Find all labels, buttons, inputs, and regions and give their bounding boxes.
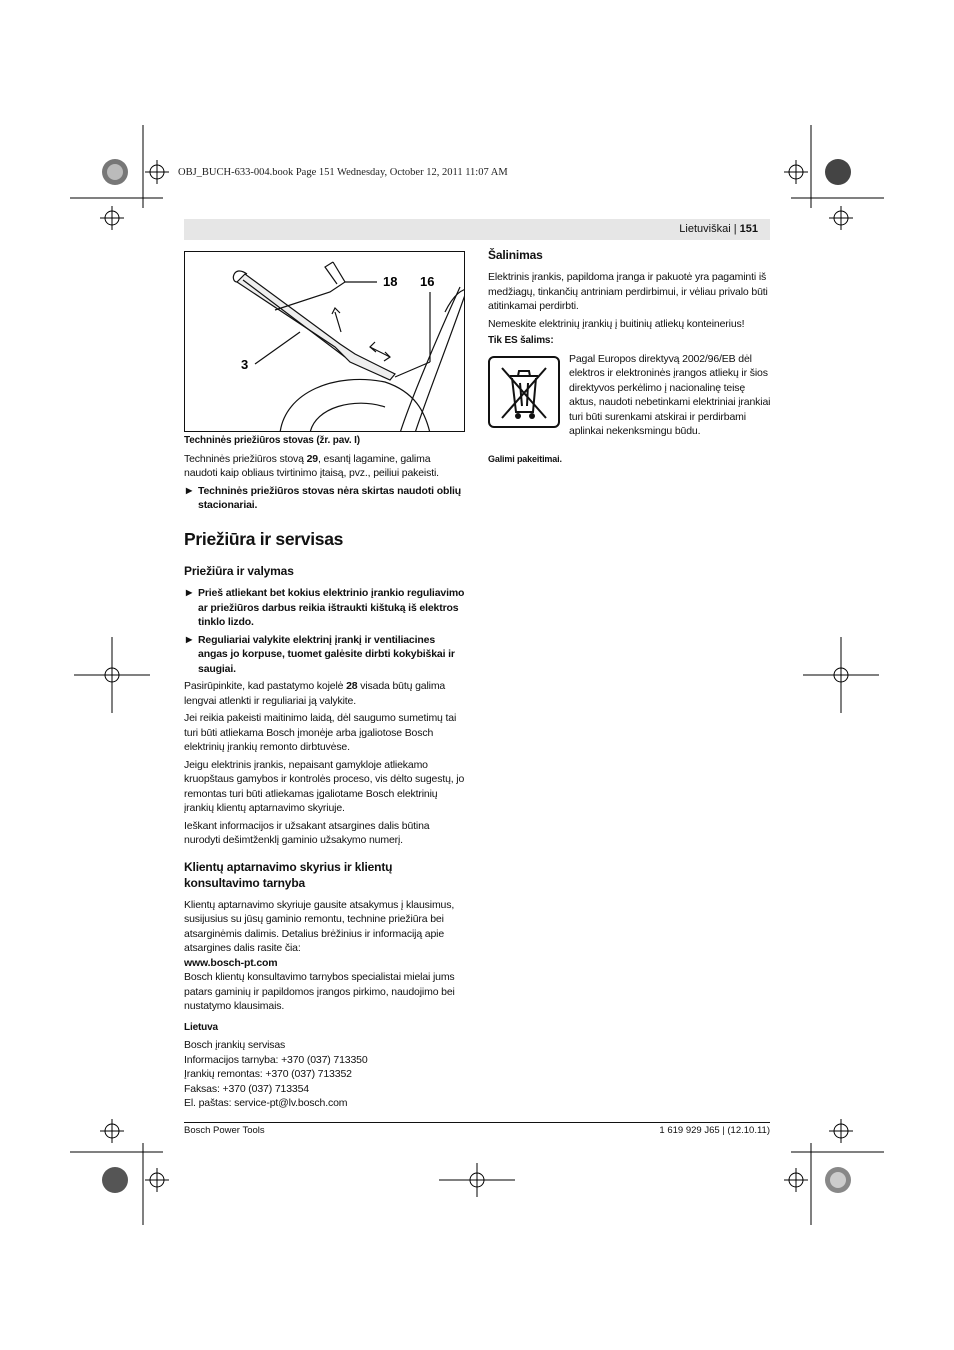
arrow-icon: ▶	[186, 588, 193, 597]
changes-note: Galimi pakeitimai.	[488, 453, 562, 464]
warning-bullet	[184, 633, 466, 677]
section-heading: Priežiūra ir servisas	[184, 528, 344, 549]
callout-3: 3	[241, 357, 249, 372]
footer-brand: Bosch Power Tools	[184, 1125, 265, 1136]
text-run: Techninės priežiūros stovą	[184, 452, 307, 465]
warning-bullet	[184, 586, 466, 630]
warning-bullet	[184, 484, 466, 513]
subsection-heading: Šalinimas	[488, 248, 543, 262]
paragraph	[184, 452, 466, 481]
bullet-text: Prieš atliekant bet kokius elektrinio įrankio reguliavimo ar priežiūros darbus reikia ištraukti kištuką iš elektros tinklo lizdo.	[198, 587, 465, 628]
contact-line[interactable]: El. paštas: service-pt@lv.bosch.com	[184, 1097, 348, 1109]
planer-stand-illustration	[185, 252, 465, 432]
paragraph: Bosch klientų konsultavimo tarnybos specialistai mielai jums patars gaminių ir papildomos įrangos pirkimo, naudojimo bei nustatymo klausimais.	[184, 971, 455, 1012]
maintenance-stand-figure	[184, 251, 465, 432]
arrow-icon: ▶	[186, 634, 193, 644]
paragraph: Elektrinis įrankis, papildoma įranga ir pakuotė yra pagaminti iš medžiagų, tinkančių antriniam perdirbimui, ir vėliau privalo būti atitinkamai perdirbti.	[488, 271, 768, 312]
bullet-text: Techninės priežiūros stovas nėra skirtas naudoti oblių stacionariai.	[198, 484, 462, 511]
page-number: 151	[739, 223, 758, 235]
ref-number: 28	[346, 680, 358, 692]
paragraph	[184, 679, 466, 708]
website-link[interactable]: www.bosch-pt.com	[184, 956, 278, 969]
paragraph: Klientų aptarnavimo skyriuje gausite atsakymus į klausimus, susijusius su jūsų gaminio remontu, technine priežiūra bei atsarginėmis dalimis. Detalius brėžinius ir informaciją apie atsargines dalis rasite čia:	[184, 898, 455, 954]
paragraph: Jei reikia pakeisti maitinimo laidą, dėl saugumo sumetimų tai turi būti atliekama Bosch įmonėje arba įgaliotose Bosch elektrinių įrankių remonto dirbtuvėse.	[184, 712, 457, 753]
figure-caption: Techninės priežiūros stovas (žr. pav. I)	[184, 435, 360, 446]
footer-rule	[184, 1122, 770, 1123]
page-header	[679, 223, 758, 235]
left-column	[184, 434, 466, 1111]
callout-18: 18	[383, 274, 398, 289]
paragraph: Jeigu elektrinis įrankis, nepaisant gamykloje atliekamo kruopštaus gamybos ir kontrolės proceso, vis dėlto sugestų, jo remontas turi būti atliekamas įgaliotame Bosch elektrinių įrankių klientų aptarnavimo skyriuje.	[184, 758, 465, 814]
weee-paragraph: Pagal Europos direktyvą 2002/96/EB dėl elektros ir elektroninės įrangos atliekų ir šios direktyvos perkėlimo į nacionalinę teisę aktus, naudoti nebetinkami elektriniai įrankiai turi būti surenkami atskirai ir perdirbami aplinkai nekenksmingu būdu.	[569, 352, 771, 437]
contact-block	[184, 1038, 466, 1111]
contact-line: Bosch įrankių servisas	[184, 1039, 286, 1051]
country-heading: Lietuva	[184, 1021, 218, 1033]
contact-line: Faksas: +370 (037) 713354	[184, 1082, 309, 1095]
contact-line: Įrankių remontas: +370 (037) 713352	[184, 1068, 352, 1080]
contact-line: Informacijos tarnyba: +370 (037) 713350	[184, 1053, 368, 1066]
text-run: visada būtų galima lengvai atlenkti ir reguliariai ją valykite.	[184, 680, 446, 707]
bullet-text: Reguliariai valykite elektrinį įrankį ir ventiliacines angas jo korpuse, tuomet galėsite dirbti kokybiškai ir saugiai.	[198, 633, 455, 675]
text-run: , esantį lagamine, galima naudoti kaip obliaus tvirtinimo įtaisą, pvz., peiliui pakeisti.	[184, 452, 439, 479]
arrow-icon: ▶	[186, 485, 193, 495]
paragraph: Nemeskite elektrinių įrankių į buitinių atliekų konteinerius!	[488, 317, 745, 330]
subsection-heading: Priežiūra ir valymas	[184, 564, 294, 578]
ref-number: 29	[306, 452, 318, 465]
subsection-heading: Klientų aptarnavimo skyrius ir klientų konsultavimo tarnyba	[184, 859, 393, 890]
header-language: Lietuviškai	[679, 223, 731, 235]
print-slug: OBJ_BUCH-633-004.book Page 151 Wednesday, October 12, 2011 11:07 AM	[178, 167, 508, 178]
weee-block	[488, 352, 770, 452]
crossed-bin-icon	[488, 356, 560, 428]
callout-16: 16	[420, 274, 435, 289]
paragraph: Ieškant informacijos ir užsakant atsargines dalis būtina nurodyti dešimtženklį gaminio užsakymo numerį.	[184, 819, 430, 846]
eu-heading: Tik ES šalims:	[488, 335, 554, 346]
right-column	[488, 247, 770, 469]
footer-docnumber: 1 619 929 J65 | (12.10.11)	[659, 1125, 770, 1136]
header-separator: |	[733, 223, 737, 235]
text-run: Pasirūpinkite, kad pastatymo kojelė	[184, 680, 347, 692]
